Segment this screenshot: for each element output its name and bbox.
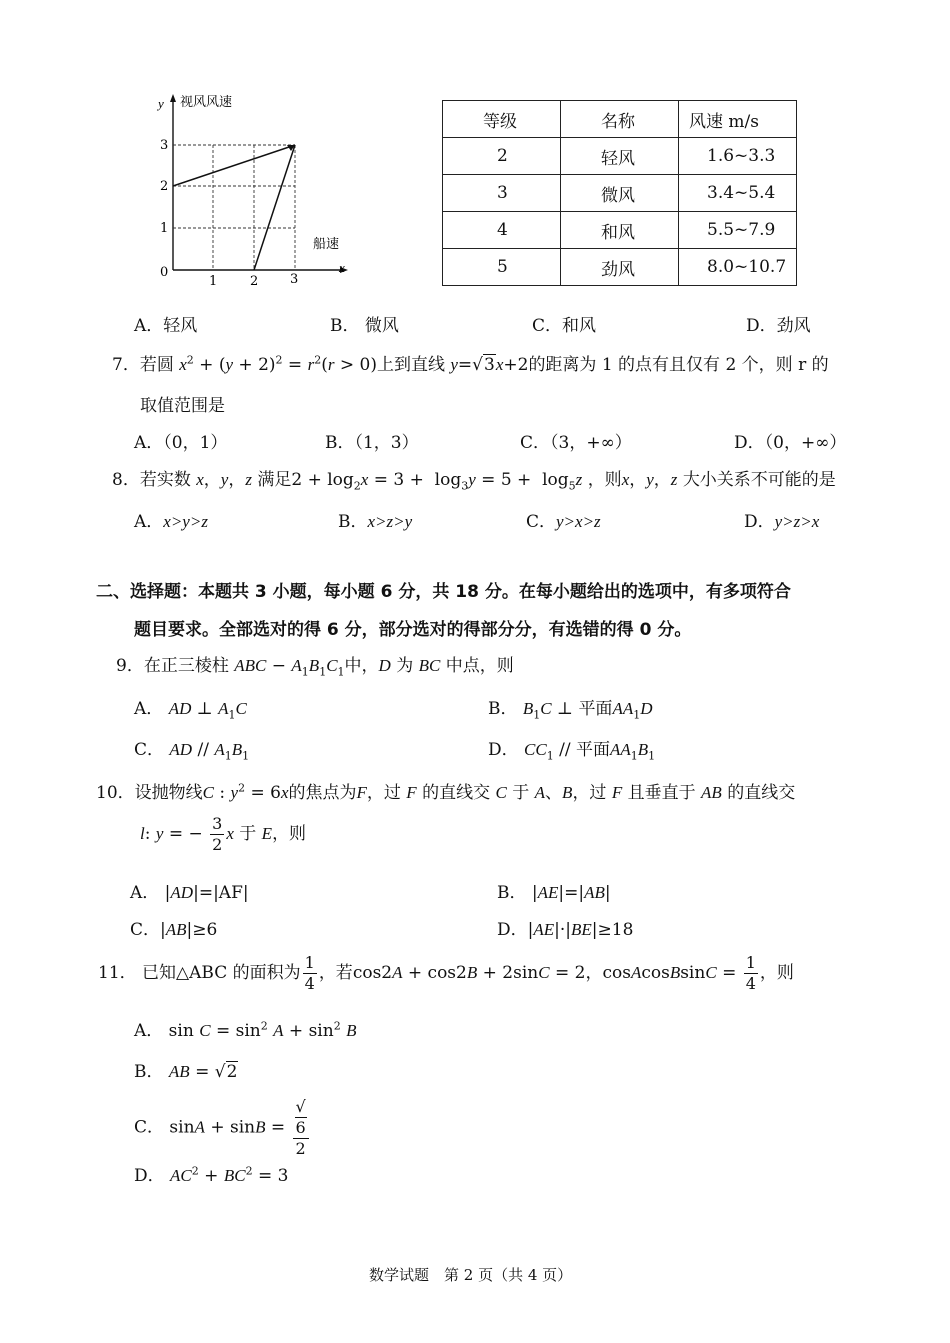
q9-option-b: B． $B_1C$ ⊥ 平面$AA_1D$ <box>488 699 653 722</box>
table-row <box>443 212 797 249</box>
q11-option-d: D． $AC^2 + BC^2 = 3$ <box>134 1164 289 1186</box>
table-row <box>443 138 797 175</box>
q10-option-b: B． |AE|=|AB| <box>497 883 611 903</box>
cell-speed: 5.5~7.9 <box>679 212 797 249</box>
q11-option-a: A． $\sin C = \sin^2 A + \sin^2 B$ <box>134 1019 357 1041</box>
cell-level: 2 <box>443 138 561 175</box>
q11-text: 已知△ABC 的面积为 <box>142 963 301 983</box>
y-tick-1: 1 <box>160 221 169 236</box>
y-axis-label: y <box>158 96 164 111</box>
cell-name: 微风 <box>561 175 679 212</box>
q7-text: 若圆 <box>139 355 174 375</box>
q8-number: 8． <box>112 470 140 490</box>
q8-option-b: B．x>z>y <box>338 512 413 532</box>
q6-option-c: C．和风 <box>532 316 597 336</box>
q11-text: ，则 <box>759 963 794 983</box>
x-axis-title: 船速 <box>313 237 340 252</box>
section-2-heading-line2: 题目要求。全部选对的得 6 分，部分选对的得部分分，有选错的得 0 分。 <box>134 620 692 640</box>
q10-option-a: A． |AD|=|AF| <box>130 883 249 903</box>
q7-option-d: D．（0，+∞） <box>734 433 847 453</box>
q8-option-d: D．y>z>x <box>744 512 820 532</box>
q9-option-a: A． AD ⊥ $A_1C$ <box>134 699 247 722</box>
question-11: 11． 已知△ABC 的面积为 $\frac{1}{4}$ ，若cos2A + cos2B + 2sinC = 2，cosAcosBsinC = $\frac{1}{4}$ ，则 <box>98 953 794 993</box>
q9-number: 9． <box>116 656 144 676</box>
cell-speed: 3.4~5.4 <box>679 175 797 212</box>
cell-level: 5 <box>443 249 561 286</box>
q10-text: ，则 <box>272 824 307 844</box>
y-axis-arrow <box>170 94 176 102</box>
cell-level: 3 <box>443 175 561 212</box>
cell-speed: 8.0~10.7 <box>679 249 797 286</box>
q10-text: 于 <box>512 783 530 803</box>
q9-option-c: C． AD // $A_1B_1$ <box>134 740 250 763</box>
question-10: 10．设抛物线C : $y^2 = 6x$的焦点为F，过 F 的直线交 C 于 A、B，过 F 且垂直于 AB 的直线交 <box>96 781 796 803</box>
q10-text: 设抛物线 <box>134 783 203 803</box>
q7-number: 7． <box>112 355 140 375</box>
q6-option-d: D．劲风 <box>746 316 811 336</box>
q10-text: 于 <box>239 824 257 844</box>
origin-label: 0 <box>160 265 169 280</box>
x-tick-3: 3 <box>290 272 299 287</box>
x-tick-2: 2 <box>250 274 259 289</box>
q6-option-a: A．轻风 <box>134 316 198 336</box>
table-row <box>443 249 797 286</box>
q9-option-d: D． $CC_1$ // 平面$AA_1B_1$ <box>488 740 656 763</box>
q10-text: 的焦点为 <box>288 783 357 803</box>
table-header-row <box>443 101 797 138</box>
q10-text: 且垂直于 <box>627 783 696 803</box>
cell-name: 轻风 <box>561 138 679 175</box>
cell-name: 和风 <box>561 212 679 249</box>
y-tick-3: 3 <box>160 138 169 153</box>
q8-log-eq: $2 + \log_2x = 3 + \log_3y = 5 + \log_5z$ <box>291 470 583 493</box>
cell-level: 4 <box>443 212 561 249</box>
q8-option-c: C．y>x>z <box>526 512 601 532</box>
table-row <box>443 175 797 212</box>
q8-text: ，则 <box>587 470 622 490</box>
q8-option-a: A．x>y>z <box>134 512 208 532</box>
q11-number: 11． <box>98 963 137 983</box>
q11-text: ， <box>585 963 603 983</box>
cell-speed: 1.6~3.3 <box>679 138 797 175</box>
q10-text: 的直线交 <box>727 783 796 803</box>
question-8: 8．若实数 x，y，z 满足$2 + \log_2x = 3 + \log_3y = 5 + \log_5z$ ，则x，y，z 大小关系不可能的是 <box>112 470 836 493</box>
x-axis-label: x <box>339 260 345 275</box>
q11-text: ，若 <box>318 963 353 983</box>
y-tick-2: 2 <box>160 179 169 194</box>
section-2-heading: 二、选择题：本题共 3 小题，每小题 6 分，共 18 分。在每小题给出的选项中，有多项符合 <box>96 582 791 602</box>
q9-text: 为 <box>396 656 414 676</box>
wind-speed-graph <box>150 88 360 298</box>
q10-option-c: C．|AB|≥6 <box>130 920 218 940</box>
q11-option-b: B． AB = √2 <box>134 1062 238 1082</box>
question-9: 9．在正三棱柱 ABC − $A_1B_1C_1$中，D 为 BC 中点，则 <box>116 656 514 679</box>
q9-text: 在正三棱柱 <box>143 656 229 676</box>
q9-text: 中点，则 <box>445 656 514 676</box>
header-name: 名称 <box>561 101 679 138</box>
q10-option-d: D．|AE|·|BE|≥18 <box>497 920 634 940</box>
cell-name: 劲风 <box>561 249 679 286</box>
q7-text: 的距离为 1 的点有且仅有 2 个，则 r 的 <box>528 355 829 375</box>
q6-option-b: B． 微风 <box>330 316 399 336</box>
vector-line-2 <box>254 145 295 270</box>
q7-circle-eq: $x^2 + (y + 2)^2 = r^2(r > 0)$ <box>179 353 377 375</box>
question-7 <box>112 350 829 375</box>
q7-text: 上到直线 <box>376 355 445 375</box>
q10-text: ，过 <box>572 783 607 803</box>
q7-line-eq: y=√3x+2 <box>450 355 529 375</box>
q7-line2: 取值范围是 <box>140 396 225 416</box>
q7-option-b: B．（1，3） <box>325 433 419 453</box>
q10-line2: l: y = − $\frac{3}{2}$ x 于 E，则 <box>140 814 307 854</box>
q8-text: 大小关系不可能的是 <box>682 470 836 490</box>
y-axis-title: 视风风速 <box>180 95 233 110</box>
q10-number: 10． <box>96 783 135 803</box>
q11-option-c: C． sinA + sinB = √ 6 2 <box>134 1097 311 1159</box>
header-speed: 风速 m/s <box>679 101 797 138</box>
q10-text: ，过 <box>366 783 401 803</box>
wind-scale-table <box>442 100 797 286</box>
q9-text: 中， <box>344 656 379 676</box>
q7-option-a: A．（0，1） <box>134 433 228 453</box>
q8-text: 若实数 <box>139 470 191 490</box>
page-footer: 数学试题 第 2 页（共 4 页） <box>369 1266 573 1284</box>
q8-text: 满足 <box>257 470 292 490</box>
x-tick-1: 1 <box>209 274 218 289</box>
vector-line-1 <box>173 145 295 186</box>
grid-lines <box>173 145 295 270</box>
q10-text: 的直线交 <box>422 783 491 803</box>
q7-option-c: C．（3，+∞） <box>520 433 632 453</box>
header-level: 等级 <box>443 101 561 138</box>
